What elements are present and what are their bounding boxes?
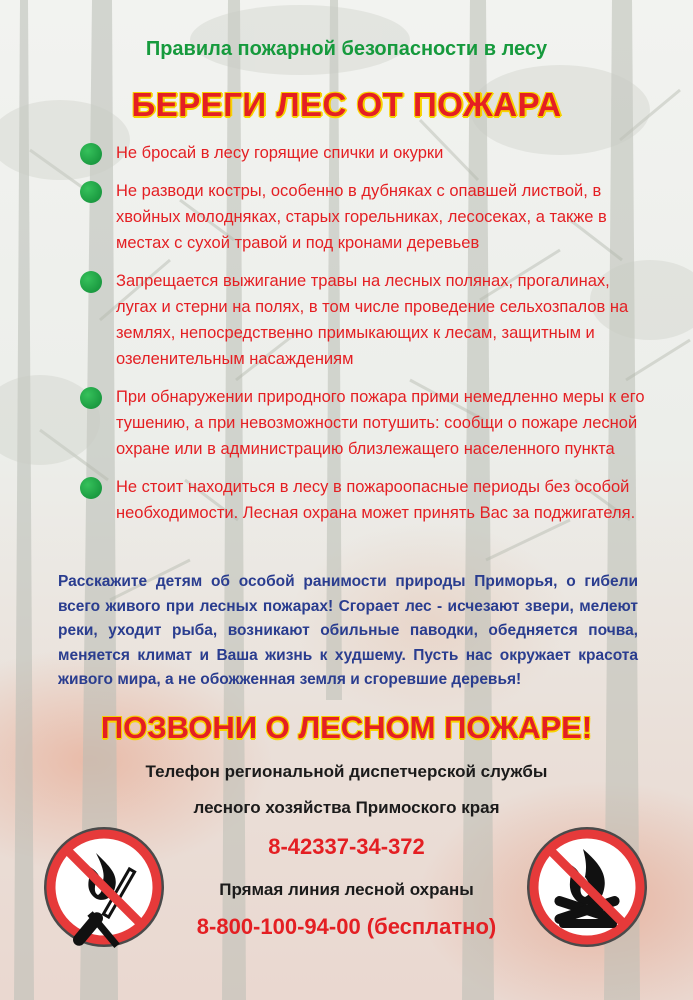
green-bullet-icon xyxy=(80,143,102,165)
poster-subtitle: Правила пожарной безопасности в лесу xyxy=(145,38,548,60)
dispatch-service-line-2: лесного хозяйства Примоского края xyxy=(193,798,500,817)
call-headline: ПОЗВОНИ О ЛЕСНОМ ПОЖАРЕ! xyxy=(100,710,593,745)
rule-item xyxy=(80,268,655,372)
green-bullet-icon xyxy=(80,271,102,293)
green-bullet-icon xyxy=(80,387,102,409)
rule-text: При обнаружении природного пожара прими немедленно меры к его тушению, а при невозможности потушить: сообщи о пожаре лесной охране или в администрацию близлежащего населенного пункта xyxy=(116,388,645,458)
rule-item xyxy=(80,474,655,526)
rule-text: Не бросай в лесу горящие спички и окурки xyxy=(116,144,444,162)
green-bullet-icon xyxy=(80,477,102,499)
rule-item xyxy=(80,178,655,256)
rule-item xyxy=(80,384,655,462)
rule-text: Не стоит находиться в лесу в пожароопасные периоды без особой необходимости. Лесная охрана может принять Вас за поджигателя. xyxy=(116,478,636,522)
dispatch-service-line-1: Телефон региональной диспетчерской службы xyxy=(145,762,548,781)
rule-text: Запрещается выжигание травы на лесных полянах, прогалинах, лугах и стерни на полях, в том числе проведение сельхозпалов на землях, непосредственно примыкающих к лесам, защитным и озеленительным насаждениям xyxy=(116,272,629,368)
no-matches-icon xyxy=(40,823,168,951)
appeal-paragraph: Расскажите детям об особой ранимости природы Приморья, о гибели всего живого при лесных пожарах! Сгорает лес - исчезают звери, мелеют реки, уходит рыба, возникают обильные паводки, обедняется почва, меняется климат и Ваша жизнь к худшему. Пусть нас окружает красота живого мира, а не обожженная земля и сгоревшие деревья! xyxy=(58,573,638,688)
hotline-phone: 8-800-100-94-00 (бесплатно) xyxy=(196,914,497,939)
green-bullet-icon xyxy=(80,181,102,203)
poster-title: БЕРЕГИ ЛЕС ОТ ПОЖАРА xyxy=(131,86,562,123)
hotline-label: Прямая линия лесной охраны xyxy=(219,880,474,899)
dispatch-phone: 8-42337-34-372 xyxy=(268,834,425,859)
no-campfire-icon xyxy=(523,823,651,951)
rule-text: Не разводи костры, особенно в дубняках с опавшей листвой, в хвойных молодняках, старых горельниках, лесосеках, а также в местах с сухой травой и под кронами деревьев xyxy=(116,182,607,252)
rule-item xyxy=(80,140,655,166)
rules-list xyxy=(80,140,655,526)
